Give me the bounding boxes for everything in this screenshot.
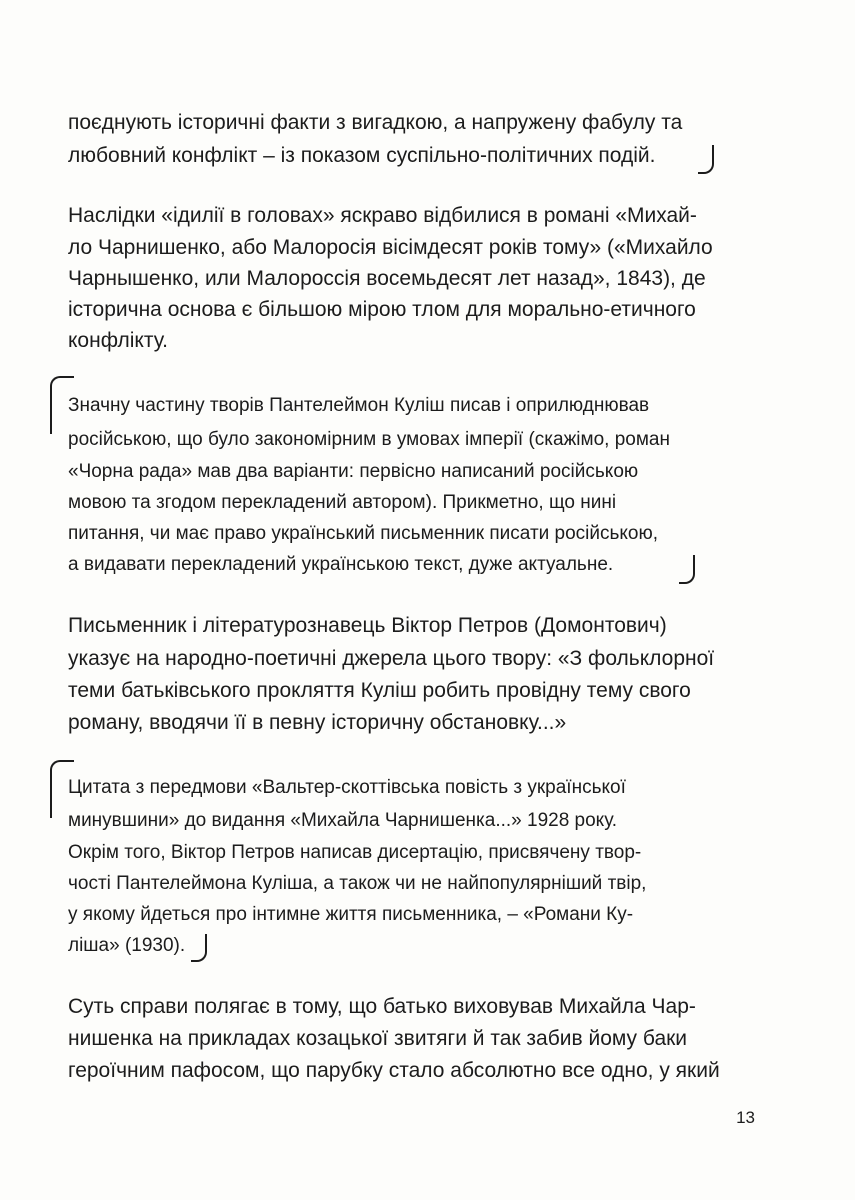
text-line: Окрім того, Віктор Петров написав дисертацію, присвячену твор- <box>68 842 642 863</box>
text-line: ліша» (1930). <box>68 935 186 956</box>
text-line: любовний конфлікт – із показом суспільно-політичних подій. <box>68 144 656 167</box>
text-line: російською, що було закономірним в умовах імперії (скажімо, роман <box>68 429 670 450</box>
text-line: Письменник і літературознавець Віктор Петров (Домонтович) <box>68 614 667 637</box>
text-line: героїчним пафосом, що парубку стало абсолютно все одно, у який <box>68 1059 720 1082</box>
text-line: у якому йдеться про інтимне життя письменника, – «Романи Ку- <box>68 904 634 925</box>
text-line: Наслідки «ідилії в головах» яскраво відбилися в романі «Михай- <box>68 204 697 227</box>
text-line: мовою та згодом перекладений автором). Прикметно, що нині <box>68 492 617 513</box>
text-line: минувшини» до видання «Михайла Чарнишенка...» 1928 року. <box>68 810 618 831</box>
text-line: поєднують історичні факти з вигадкою, а напружену фабулу та <box>68 111 683 134</box>
text-line: Значну частину творів Пантелеймон Куліш писав і оприлюднював <box>68 395 650 416</box>
text-line: історична основа є більшою мірою тлом для морально-етичного <box>68 298 696 321</box>
text-line: «Чорна рада» мав два варіанти: первісно написаний російською <box>68 461 639 482</box>
text-line: роману, вводячи її в певну історичну обстановку...» <box>68 711 567 734</box>
sidenote-close-bracket <box>698 145 714 174</box>
text-line: а видавати перекладений українською текст, дуже актуальне. <box>68 554 614 575</box>
page-number: 13 <box>736 1108 755 1127</box>
text-line: Чарнышенко, или Малороссія восемьдесят лет назад», 1843), де <box>68 267 706 290</box>
text-line: ло Чарнишенко, або Малоросія вісімдесят років тому» («Михайло <box>68 236 713 259</box>
text-line: Цитата з передмови «Вальтер-скоттівська повість з української <box>68 777 626 798</box>
text-line: конфлікту. <box>68 329 168 352</box>
text-line: указує на народно-поетичні джерела цього твору: «З фольклорної <box>68 647 715 670</box>
text-line: Суть справи полягає в тому, що батько виховував Михайла Чар- <box>68 995 696 1018</box>
text-line: питання, чи має право український письменник писати російською, <box>68 523 659 544</box>
sidenote-close-bracket <box>191 934 207 962</box>
text-line: теми батьківського прокляття Куліш робить провідну тему свого <box>68 679 691 702</box>
sidenote-close-bracket <box>679 555 695 584</box>
text-line: нишенка на прикладах козацької звитяги й так забив йому баки <box>68 1027 688 1050</box>
text-line: чості Пантелеймона Куліша, а також чи не найпопулярніший твір, <box>68 873 647 894</box>
